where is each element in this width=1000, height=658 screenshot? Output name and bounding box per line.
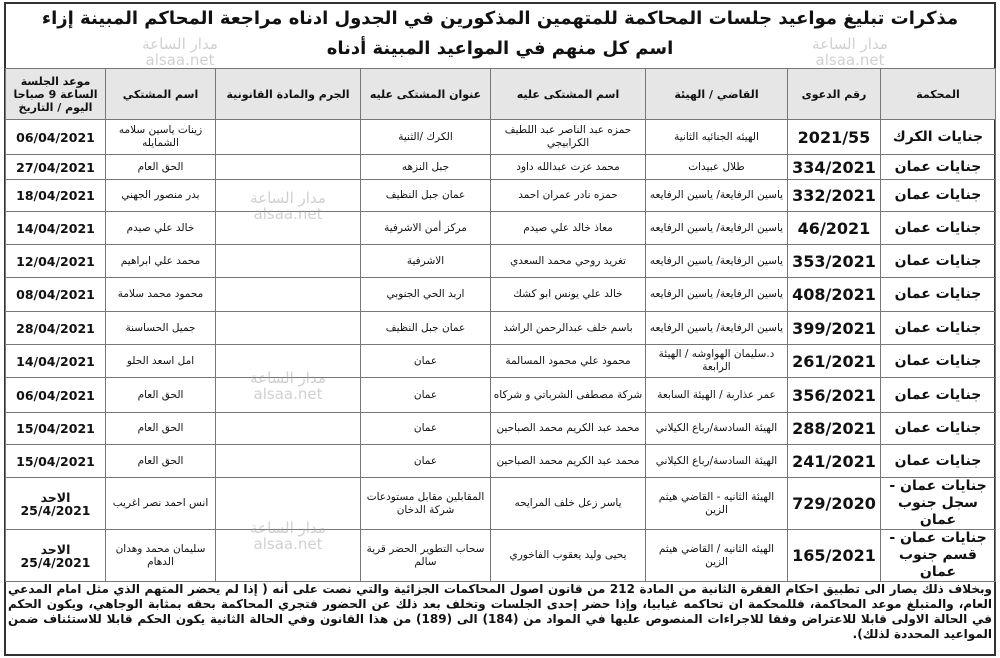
cell-case-number: 288/2021 (788, 413, 881, 445)
cell-court: جنايات عمان (881, 212, 996, 245)
cell-judge-panel: الهيئة السادسة/رباع الكيلاني (646, 445, 788, 478)
cell-accused-name: يحيى وليد يعقوب الفاخوري (491, 530, 646, 582)
cell-accused-address: عمان (361, 345, 491, 378)
watermark: مدار الساعة alsaa.net (250, 519, 326, 553)
cell-accused-address: عمان (361, 445, 491, 478)
header-case-number: رقم الدعوى (788, 69, 881, 120)
cell-charge-article (216, 120, 361, 155)
table-row (6, 278, 996, 312)
cell-judge-panel: ياسين الرفايعة/ ياسين الرفايعه (646, 312, 788, 345)
cell-complainant-name: محمد علي ابراهيم (106, 245, 216, 278)
cell-hearing-date: 08/04/2021 (6, 278, 106, 312)
cell-judge-panel: الهيئة السادسة/رباع الكيلاني (646, 413, 788, 445)
cell-hearing-date: 06/04/2021 (6, 378, 106, 413)
cell-complainant-name: الحق العام (106, 413, 216, 445)
watermark: مدار الساعة alsaa.net (142, 35, 218, 69)
header-judge-panel: القاضي / الهيئة (646, 69, 788, 120)
cell-accused-address: اربد الحي الجنوبي (361, 278, 491, 312)
cell-case-number: 729/2020 (788, 478, 881, 530)
cell-case-number: 334/2021 (788, 155, 881, 180)
cell-complainant-name: انس احمد نصر اغريب (106, 478, 216, 530)
title-line-2: اسم كل منهم في المواعيد المبينة أدناه (326, 38, 674, 59)
cell-hearing-date: 14/04/2021 (6, 212, 106, 245)
table-row (6, 345, 996, 378)
cell-case-number: 399/2021 (788, 312, 881, 345)
header-complainant-name: اسم المشتكي (106, 69, 216, 120)
cell-hearing-date: الاحد 25/4/2021 (6, 530, 106, 582)
table-row (6, 530, 996, 582)
cell-judge-panel: الهيئة الثانيه - القاضي هيثم الزين (646, 478, 788, 530)
cell-complainant-name: امل اسعد الحلو (106, 345, 216, 378)
cell-hearing-date: 28/04/2021 (6, 312, 106, 345)
cell-court: جنايات الكرك (881, 120, 996, 155)
cell-judge-panel: ياسين الرفايعة/ ياسين الرفايعه (646, 245, 788, 278)
cell-accused-address: مركز أمن الاشرفية (361, 212, 491, 245)
cell-charge-article (216, 312, 361, 345)
cell-charge-article (216, 278, 361, 312)
cell-hearing-date: 27/04/2021 (6, 155, 106, 180)
watermark: مدار الساعة alsaa.net (250, 189, 326, 223)
cell-complainant-name: جميل الحساسنة (106, 312, 216, 345)
cell-charge-article (216, 413, 361, 445)
cell-accused-address: عمان (361, 413, 491, 445)
hearings-table (5, 68, 996, 582)
cell-judge-panel: ياسين الرفايعة/ ياسين الرفايعه (646, 278, 788, 312)
legal-footnote: وبخلاف ذلك يصار الى تطبيق احكام الفقرة الثانية من المادة 212 من قانون اصول المحاكمات الجزائية والتي نصت على أنه ( إذا لم يحضر المتهم الذي مثل امام المدعي العام، والمتبلغ موعد المحاكمة، فللمحكمة ان تحاكمه غيابيا، وإذا حضر إحدى الجلسات وتخلف بعد ذلك عن الحضور فتجري المحاكمة بحقه بمثابة الوجاهي، ويكون الحكم في الحالة الاولى قابلا للاعتراض وفقا للاجراءات المنصوص عليها في المواد من (184) الى (189) من هذا القانون وفي الحالة الثانية يكون الحكم قابلا للاستئناف ضمن المواعيد المحددة لذلك). (8, 582, 992, 641)
header-hearing-date: موعد الجلسة الساعة 9 صباحا اليوم / التاريخ (6, 69, 106, 120)
table-row (6, 180, 996, 212)
cell-court: جنايات عمان (881, 345, 996, 378)
cell-accused-address: الاشرفية (361, 245, 491, 278)
cell-court: جنايات عمان (881, 312, 996, 345)
cell-case-number: 2021/55 (788, 120, 881, 155)
cell-accused-name: باسم خلف عبدالرحمن الراشد (491, 312, 646, 345)
cell-accused-name: ياسر زعل خلف المرايحه (491, 478, 646, 530)
cell-court: جنايات عمان (881, 378, 996, 413)
header-accused-address: عنوان المشتكى عليه (361, 69, 491, 120)
cell-accused-address: عمان جبل النظيف (361, 180, 491, 212)
watermark: مدار الساعة alsaa.net (250, 369, 326, 403)
table-row (6, 120, 996, 155)
table-row (6, 378, 996, 413)
cell-complainant-name: خالد علي صيدم (106, 212, 216, 245)
cell-hearing-date: 18/04/2021 (6, 180, 106, 212)
cell-accused-name: محمد عبد الكريم محمد الصباحين (491, 413, 646, 445)
cell-hearing-date: 15/04/2021 (6, 445, 106, 478)
cell-court: جنايات عمان (881, 445, 996, 478)
cell-case-number: 408/2021 (788, 278, 881, 312)
table-row (6, 312, 996, 345)
cell-accused-address: الكرك /الثنية (361, 120, 491, 155)
cell-accused-name: حمزه عبد الناصر عبد اللطيف الكرابيجي (491, 120, 646, 155)
notice-title (0, 4, 1000, 64)
table-row (6, 413, 996, 445)
cell-complainant-name: سليمان محمد وهدان الدهام (106, 530, 216, 582)
cell-case-number: 241/2021 (788, 445, 881, 478)
header-court: المحكمة (881, 69, 996, 120)
cell-complainant-name: الحق العام (106, 378, 216, 413)
header-accused-name: اسم المشتكى عليه (491, 69, 646, 120)
cell-charge-article (216, 378, 361, 413)
cell-charge-article (216, 155, 361, 180)
cell-charge-article (216, 245, 361, 278)
header-charge-article: الجرم والمادة القانونية (216, 69, 361, 120)
cell-case-number: 165/2021 (788, 530, 881, 582)
table-row (6, 212, 996, 245)
cell-hearing-date: 12/04/2021 (6, 245, 106, 278)
table-row (6, 245, 996, 278)
title-line-1: مذكرات تبليغ مواعيد جلسات المحاكمة للمتهمين المذكورين في الجدول ادناه مراجعة المحاكم المبينة إزاء (41, 8, 959, 29)
cell-court: جنايات عمان - قسم جنوب عمان (881, 530, 996, 582)
cell-court: جنايات عمان (881, 278, 996, 312)
cell-hearing-date: 06/04/2021 (6, 120, 106, 155)
cell-hearing-date: 15/04/2021 (6, 413, 106, 445)
cell-charge-article (216, 180, 361, 212)
cell-judge-panel: طلال عبيدات (646, 155, 788, 180)
cell-charge-article (216, 345, 361, 378)
cell-hearing-date: الاحد 25/4/2021 (6, 478, 106, 530)
cell-accused-name: خالد علي يونس ابو كشك (491, 278, 646, 312)
cell-complainant-name: زينات ياسين سلامه الشمايله (106, 120, 216, 155)
cell-charge-article (216, 478, 361, 530)
cell-case-number: 332/2021 (788, 180, 881, 212)
cell-accused-address: المقابلين مقابل مستودعات شركة الدخان (361, 478, 491, 530)
cell-charge-article (216, 445, 361, 478)
cell-case-number: 46/2021 (788, 212, 881, 245)
cell-complainant-name: محمود محمد سلامة (106, 278, 216, 312)
table-row (6, 155, 996, 180)
cell-court: جنايات عمان (881, 413, 996, 445)
cell-charge-article (216, 530, 361, 582)
cell-judge-panel: عمر عذاربة / الهيئة السابعة (646, 378, 788, 413)
cell-court: جنايات عمان (881, 155, 996, 180)
cell-case-number: 261/2021 (788, 345, 881, 378)
cell-judge-panel: ياسين الرفايعة/ ياسين الرفايعه (646, 180, 788, 212)
cell-accused-name: حمزه نادر عمران احمد (491, 180, 646, 212)
cell-judge-panel: الهيئه الثانيه / القاضي هيثم الزين (646, 530, 788, 582)
cell-accused-name: محمد عبد الكريم محمد الصباحين (491, 445, 646, 478)
cell-court: جنايات عمان (881, 180, 996, 212)
cell-case-number: 356/2021 (788, 378, 881, 413)
cell-accused-address: عمان جبل النظيف (361, 312, 491, 345)
table-row (6, 478, 996, 530)
cell-charge-article (216, 212, 361, 245)
cell-accused-name: معاذ خالد علي صيدم (491, 212, 646, 245)
cell-court: جنايات عمان - سجل جنوب عمان (881, 478, 996, 530)
cell-judge-panel: د.سليمان الهواوشه / الهيئة الرابعة (646, 345, 788, 378)
table-row (6, 445, 996, 478)
cell-accused-name: تغريد روحي محمد السعدي (491, 245, 646, 278)
watermark: مدار الساعة alsaa.net (812, 35, 888, 69)
cell-hearing-date: 14/04/2021 (6, 345, 106, 378)
cell-court: جنايات عمان (881, 245, 996, 278)
cell-complainant-name: الحق العام (106, 155, 216, 180)
cell-judge-panel: الهيئه الجنائيه الثانية (646, 120, 788, 155)
cell-accused-name: محمد عزت عبدالله داود (491, 155, 646, 180)
cell-complainant-name: الحق العام (106, 445, 216, 478)
cell-judge-panel: ياسين الرفايعة/ ياسين الرفايعه (646, 212, 788, 245)
cell-accused-address: جبل النزهه (361, 155, 491, 180)
cell-accused-address: عمان (361, 378, 491, 413)
cell-complainant-name: بدر منصور الجهني (106, 180, 216, 212)
cell-accused-name: شركة مصطفى الشرباتي و شركاه (491, 378, 646, 413)
cell-case-number: 353/2021 (788, 245, 881, 278)
cell-accused-address: سحاب التطوير الحضر قرية سالم (361, 530, 491, 582)
cell-accused-name: محمود علي محمود المسالمة (491, 345, 646, 378)
table-header-row (6, 69, 996, 120)
